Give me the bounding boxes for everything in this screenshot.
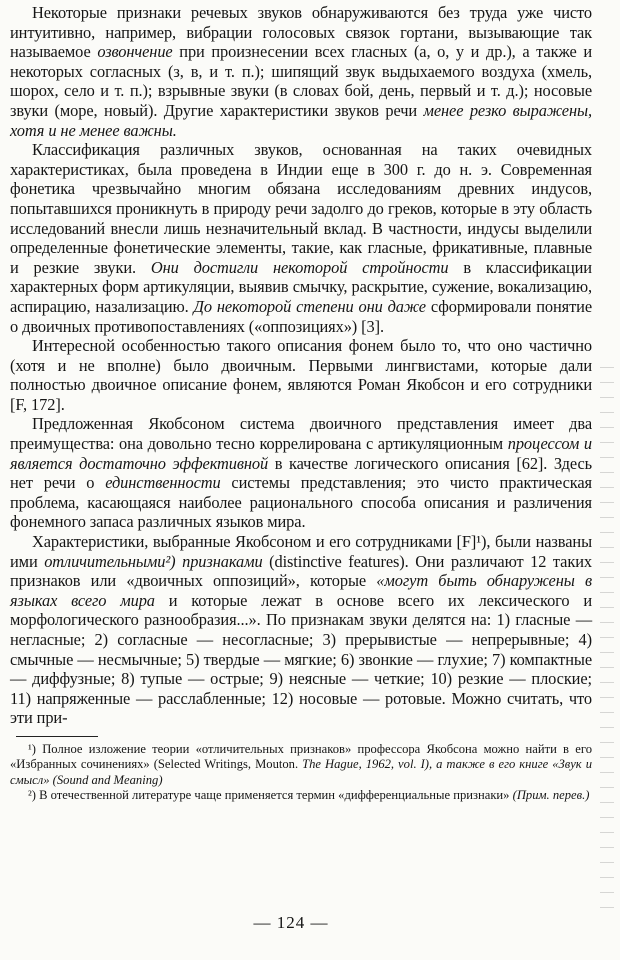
- italic-run: менее резко выражены, хотя и не менее важны.: [10, 100, 592, 140]
- italic-run: «могут быть обнаружены в языках всего мира: [10, 571, 593, 610]
- text-run: Интересной особенностью такого описания фонем было то, что оно частично (хотя и не вполне) было двоичным. Первыми лингвистами, которые дали полностью двоичное описание фонем, являются Роман Якобсон и его сотрудники [F, 172].: [10, 336, 592, 414]
- text-run: системы представления; это чисто практическая проблема, касающаяся наиболее рационального способа описания и различения фонемного запаса различных языков мира.: [10, 473, 592, 532]
- scan-margin-artifact: [600, 360, 614, 920]
- paragraph: [10, 336, 592, 414]
- text-run: в классификации характерных форм артикуляции, выявив смычку, раскрытие, сужение, вокализацию, аспирацию, назализацию.: [10, 257, 592, 316]
- footnote: [10, 742, 592, 788]
- italic-run: озвончение: [97, 42, 173, 62]
- text-run: Предложенная Якобсоном система двоичного представления имеет два преимущества: она довольно тесно коррелирована с артикуляционным: [10, 414, 592, 454]
- footnote: [10, 788, 592, 803]
- paragraph: [10, 532, 592, 728]
- text-run: в качестве логического описания [62]. Здесь нет речи о: [10, 453, 592, 493]
- italic-run: единственности: [105, 473, 221, 493]
- footnotes: [10, 742, 592, 804]
- text-run: и которые лежат в основе всего их лексического и морфологического разнообразия...». По признакам звуки делятся на: 1) гласные — негласные; 2) согласные — несогласные; 3) прерывистые — непрерывные; 4) смычные — несмычные; 5) твердые — мягкие; 6) звонкие — глухие; 7) компактные — диффузные; 8) тупые — острые; 9) неясные — четкие; 10) резкие — плоские; 11) напряженные — расслабленные; 12) носовые — ротовые. Можно считать, что эти при-: [10, 590, 593, 728]
- italic-run: До некоторой степени они даже: [193, 296, 426, 316]
- text-run: (distinctive features). Они различают 12 таких признаков или «двоичных оппозиций», которые: [10, 551, 592, 591]
- text-run: Некоторые признаки речевых звуков обнаруживаются без труда уже чисто интуитивно, например, вибрации голосовых связок гортани, вызывающие так называемое: [10, 3, 592, 62]
- text-run: сформировали понятие о двоичных противопоставлениях («оппозициях») [3].: [10, 296, 592, 336]
- italic-run: процессом и является достаточно эффективной: [10, 434, 592, 473]
- text-run: ¹) Полное изложение теории «отличительных признаков» профессора Якобсона можно найти в его «Избранных сочинениях» (Selected Writings, Mouton.: [10, 741, 592, 772]
- footnote-divider: [16, 736, 98, 737]
- italic-run: отличительными²) признаками: [44, 551, 263, 571]
- text-run: Характеристики, выбранные Якобсоном и его сотрудниками [F]¹), были названы ими: [10, 532, 592, 571]
- body-text: [10, 3, 592, 728]
- italic-run: The Hague, 1962, vol. I), а также в его книге «Звук и смысл» (Sound and Meaning): [10, 757, 592, 787]
- page-number: — 124 —: [253, 913, 329, 932]
- paragraph: [10, 140, 592, 336]
- text-run: Классификация различных звуков, основанная на таких очевидных характеристиках, была проведена в Индии еще в 300 г. до н. э. Современная фонетика чрезвычайно многим обязана исследованиям древних индусов, попытавшихся проникнуть в природу речи задолго до греков, которые в эту область исследований внесли лишь незначительный вклад. В частности, индусы выделили определенные фонетические элементы, такие, как гласные, фрикативные, плавные и резкие звуки.: [10, 140, 592, 277]
- text-run: при произнесении всех гласных (а, о, у и др.), а также и некоторых согласных (з, в, и т. п.); шипящий звук выдыхаемого воздуха (хмель, шорох, село и т. п.); взрывные звуки (в словах бой, день, первый и т. д.); носовые звуки (море, новый). Другие характеристики звуков речи: [10, 42, 592, 120]
- paragraph: [10, 414, 592, 532]
- text-run: ²) В отечественной литературе чаще применяется термин «дифференциальные признаки»: [28, 788, 513, 803]
- italic-run: Они достигли некоторой стройности: [150, 257, 449, 277]
- italic-run: (Прим. перев.): [512, 788, 590, 803]
- book-page: [10, 3, 592, 804]
- paragraph: [10, 3, 592, 140]
